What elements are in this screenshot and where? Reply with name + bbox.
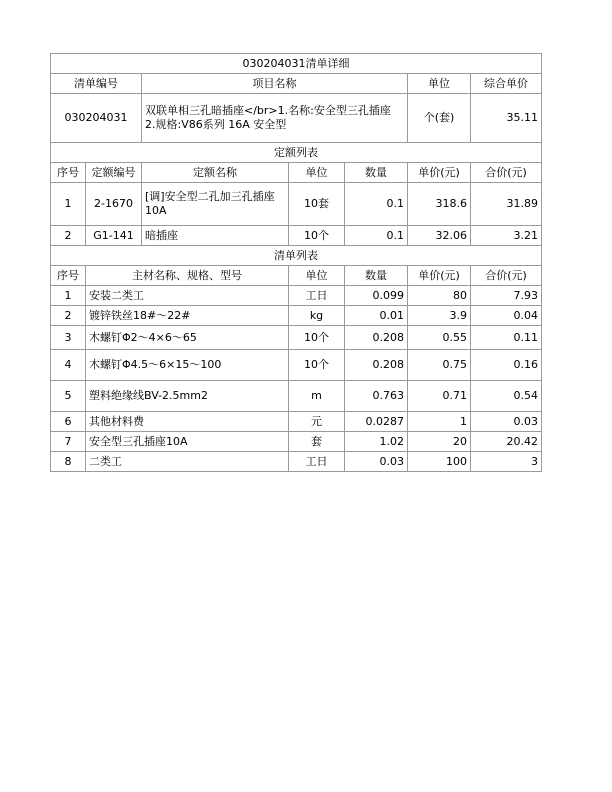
material-price: 0.55 [408, 326, 471, 350]
quota-header-code: 定额编号 [86, 163, 142, 183]
bill-row [51, 94, 542, 143]
materials-header-no: 序号 [51, 266, 86, 286]
quota-header-row [51, 163, 542, 183]
bill-detail-table [50, 53, 542, 472]
quota-no: 2 [51, 226, 86, 246]
material-no: 3 [51, 326, 86, 350]
quota-code: G1-141 [86, 226, 142, 246]
material-name: 镀锌铁丝18#～22# [86, 306, 289, 326]
material-unit: m [289, 381, 345, 412]
material-name: 安装二类工 [86, 286, 289, 306]
material-price: 20 [408, 432, 471, 452]
material-price: 0.75 [408, 350, 471, 381]
material-unit: 工日 [289, 286, 345, 306]
material-qty: 0.099 [345, 286, 408, 306]
material-qty: 0.0287 [345, 412, 408, 432]
material-name: 安全型三孔插座10A [86, 432, 289, 452]
quota-name: [调]安全型二孔加三孔插座 10A [142, 183, 289, 226]
material-name: 木螺钉Φ2～4×6～65 [86, 326, 289, 350]
material-unit: 10个 [289, 326, 345, 350]
quota-price: 32.06 [408, 226, 471, 246]
materials-header-row [51, 266, 542, 286]
header-item-name: 项目名称 [142, 74, 408, 94]
table-row [51, 286, 542, 306]
materials-header-name: 主材名称、规格、型号 [86, 266, 289, 286]
table-row [51, 183, 542, 226]
quota-header-name: 定额名称 [142, 163, 289, 183]
quota-no: 1 [51, 183, 86, 226]
table-row [51, 350, 542, 381]
bill-unit: 个(套) [408, 94, 471, 143]
material-total: 7.93 [471, 286, 542, 306]
table-row [51, 432, 542, 452]
quota-code: 2-1670 [86, 183, 142, 226]
table-row [51, 226, 542, 246]
quota-qty: 0.1 [345, 226, 408, 246]
material-qty: 0.763 [345, 381, 408, 412]
materials-header-price: 单价(元) [408, 266, 471, 286]
quota-header-qty: 数量 [345, 163, 408, 183]
bill-name: 双联单相三孔暗插座</br>1.名称:安全型三孔插座 2.规格:V86系列 16A 安全型 [142, 94, 408, 143]
material-total: 3 [471, 452, 542, 472]
material-no: 8 [51, 452, 86, 472]
material-unit: kg [289, 306, 345, 326]
table-title: 030204031清单详细 [51, 54, 542, 74]
quota-total: 3.21 [471, 226, 542, 246]
quota-section-title: 定额列表 [51, 143, 542, 163]
header-unit-price: 综合单价 [471, 74, 542, 94]
material-qty: 0.208 [345, 350, 408, 381]
materials-header-qty: 数量 [345, 266, 408, 286]
material-unit: 套 [289, 432, 345, 452]
material-qty: 1.02 [345, 432, 408, 452]
material-name: 其他材料费 [86, 412, 289, 432]
quota-price: 318.6 [408, 183, 471, 226]
materials-section-title: 清单列表 [51, 246, 542, 266]
material-total: 0.04 [471, 306, 542, 326]
table-row [51, 326, 542, 350]
header-unit: 单位 [408, 74, 471, 94]
quota-header-no: 序号 [51, 163, 86, 183]
bill-code: 030204031 [51, 94, 142, 143]
table-row [51, 412, 542, 432]
material-total: 0.11 [471, 326, 542, 350]
material-no: 7 [51, 432, 86, 452]
material-qty: 0.208 [345, 326, 408, 350]
table-row [51, 452, 542, 472]
header-bill-code: 清单编号 [51, 74, 142, 94]
table-row [51, 306, 542, 326]
material-name: 塑料绝缘线BV-2.5mm2 [86, 381, 289, 412]
material-qty: 0.03 [345, 452, 408, 472]
quota-header-price: 单价(元) [408, 163, 471, 183]
material-unit: 工日 [289, 452, 345, 472]
quota-unit: 10套 [289, 183, 345, 226]
quota-name: 暗插座 [142, 226, 289, 246]
material-no: 5 [51, 381, 86, 412]
quota-qty: 0.1 [345, 183, 408, 226]
material-no: 2 [51, 306, 86, 326]
quota-unit: 10个 [289, 226, 345, 246]
material-total: 0.16 [471, 350, 542, 381]
material-name: 木螺钉Φ4.5～6×15～100 [86, 350, 289, 381]
material-price: 1 [408, 412, 471, 432]
material-price: 3.9 [408, 306, 471, 326]
bill-price: 35.11 [471, 94, 542, 143]
material-price: 0.71 [408, 381, 471, 412]
materials-header-total: 合价(元) [471, 266, 542, 286]
material-no: 4 [51, 350, 86, 381]
material-total: 0.03 [471, 412, 542, 432]
material-total: 0.54 [471, 381, 542, 412]
material-name: 二类工 [86, 452, 289, 472]
materials-header-unit: 单位 [289, 266, 345, 286]
material-unit: 10个 [289, 350, 345, 381]
material-price: 80 [408, 286, 471, 306]
quota-header-unit: 单位 [289, 163, 345, 183]
material-unit: 元 [289, 412, 345, 432]
table-row [51, 381, 542, 412]
quota-header-total: 合价(元) [471, 163, 542, 183]
material-no: 1 [51, 286, 86, 306]
quota-total: 31.89 [471, 183, 542, 226]
bill-header-row [51, 74, 542, 94]
material-total: 20.42 [471, 432, 542, 452]
material-no: 6 [51, 412, 86, 432]
material-price: 100 [408, 452, 471, 472]
material-qty: 0.01 [345, 306, 408, 326]
